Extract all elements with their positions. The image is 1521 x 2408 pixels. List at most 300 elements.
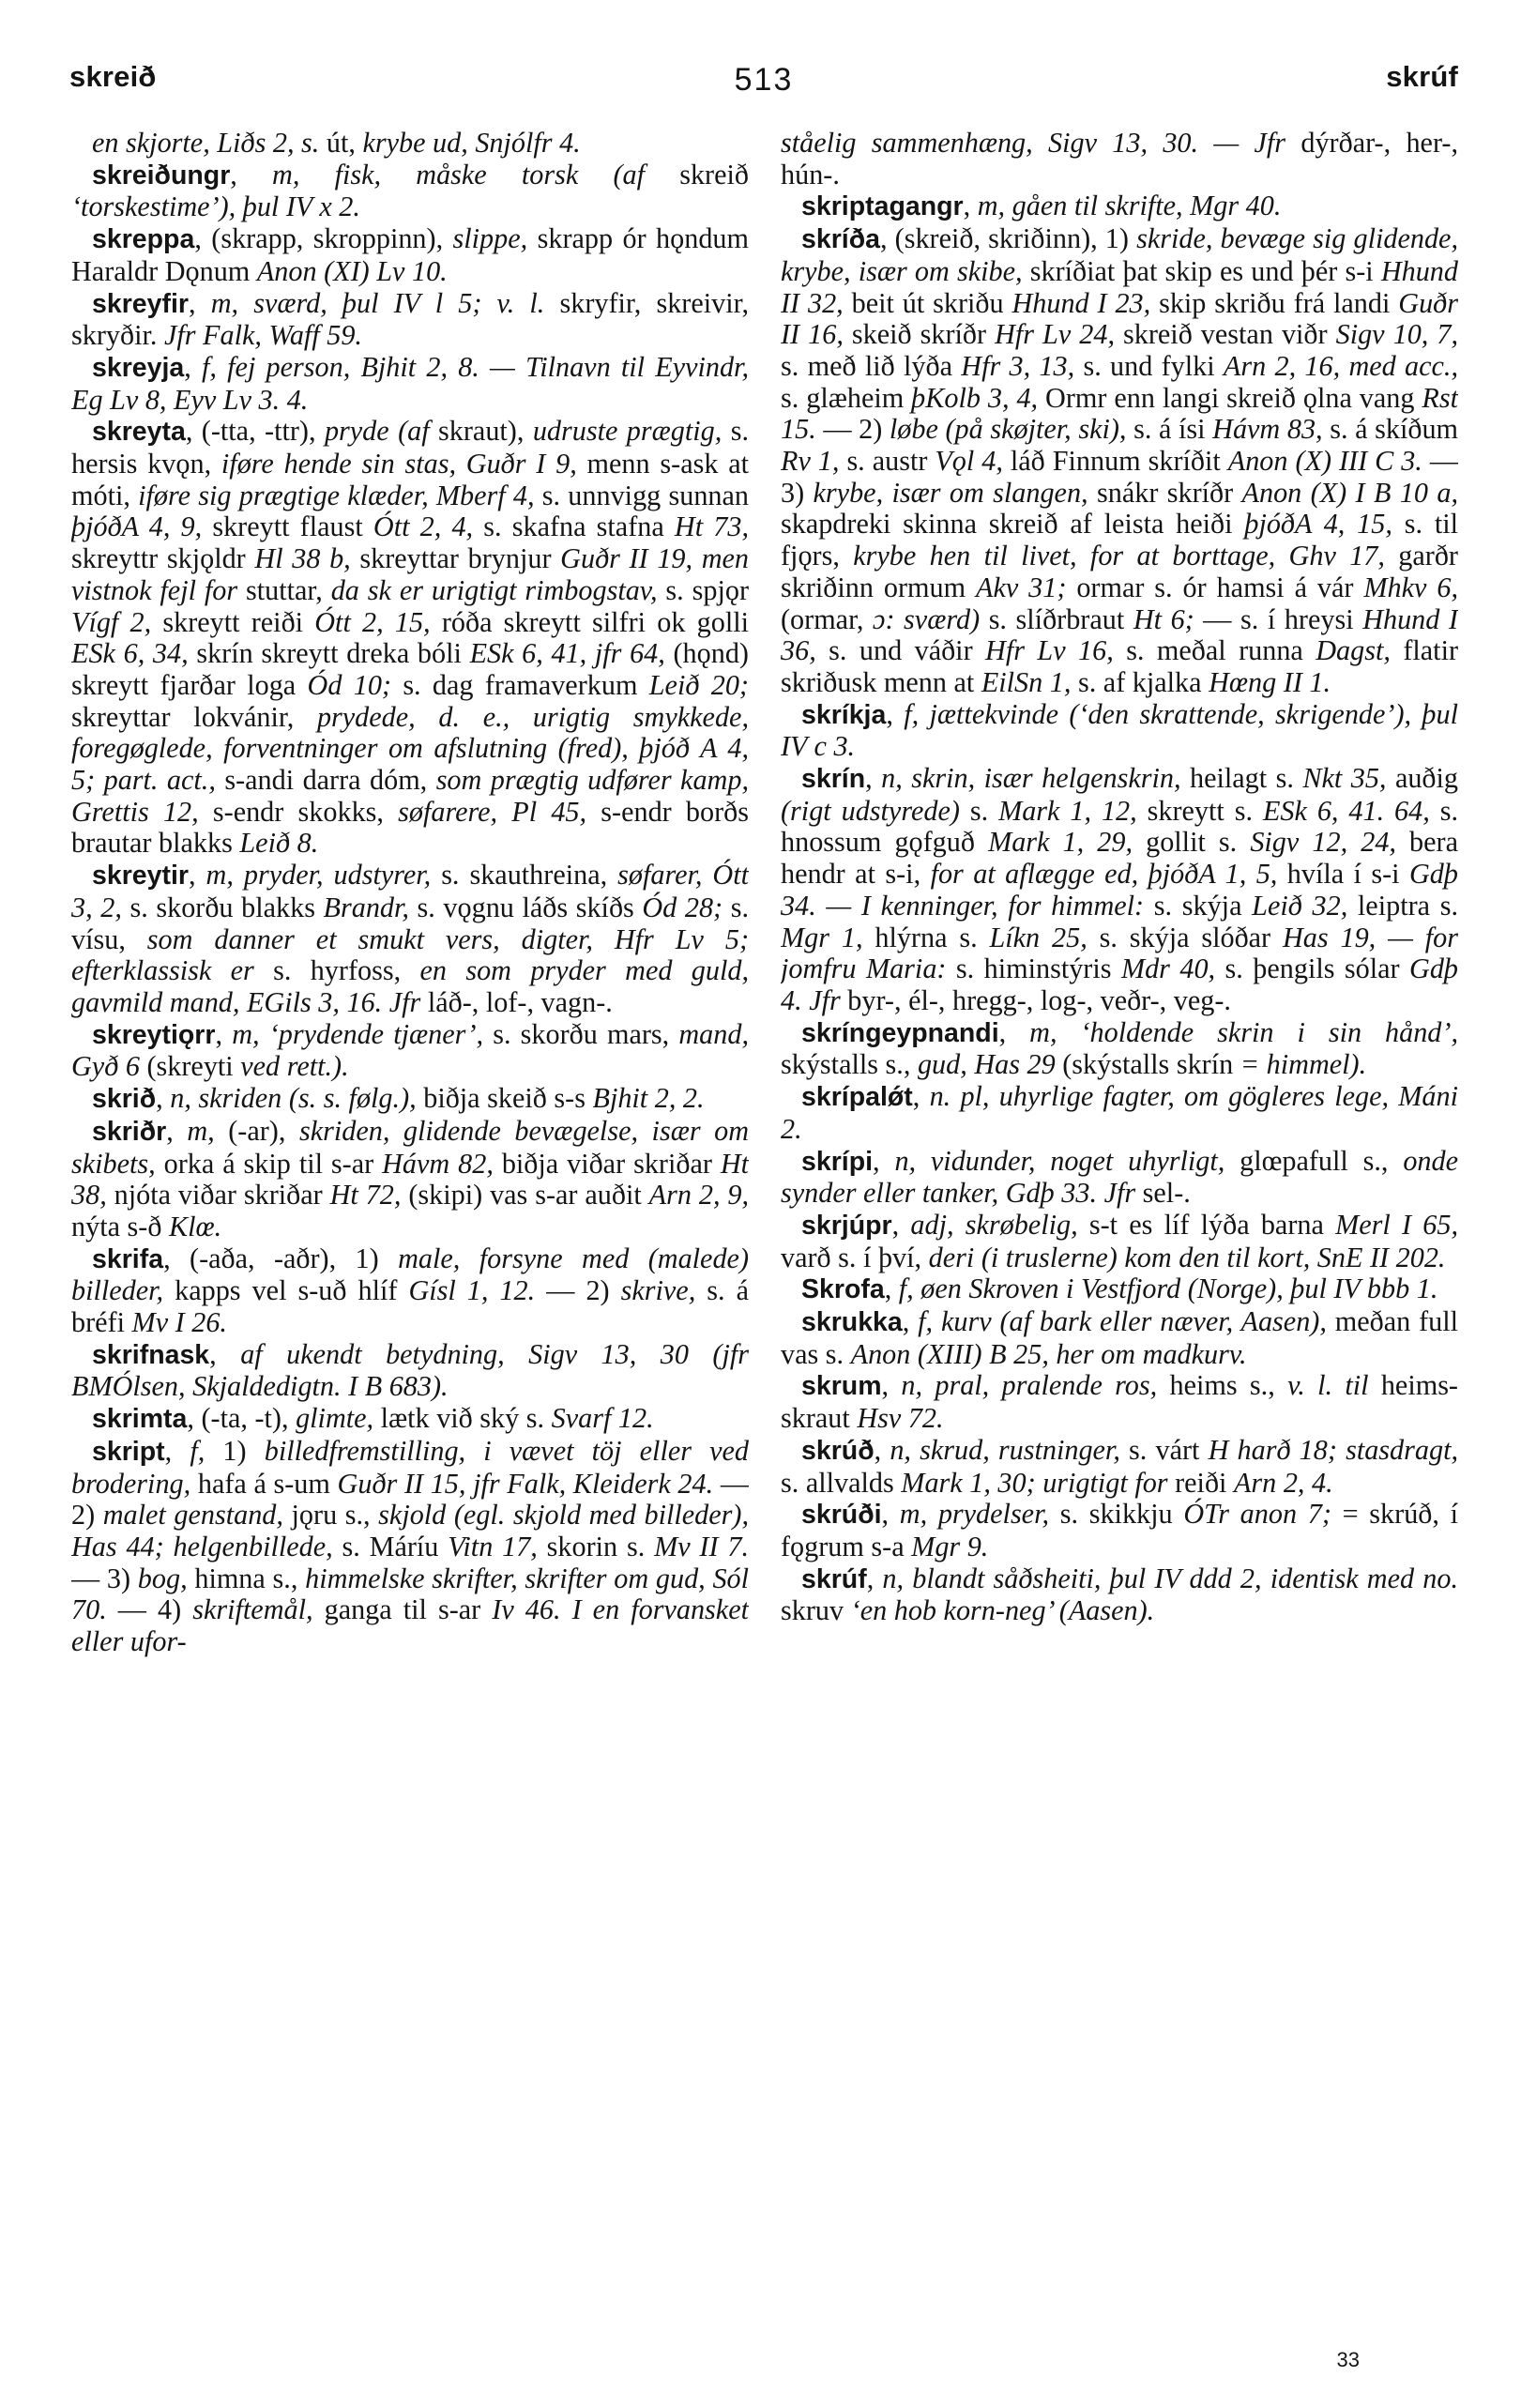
italic-text: Ótt 2, 4, <box>373 511 484 543</box>
italic-text: Dagst, <box>1316 634 1404 667</box>
roman-text: s. með lið lýða <box>781 349 962 382</box>
headword: skrípi <box>801 1146 874 1177</box>
roman-text: heilagt s. <box>1189 762 1303 795</box>
italic-text: som danner et smukt vers, digter, Hfr Lv 5; efterklassisk er <box>71 922 749 987</box>
roman-text: (skreyti <box>146 1050 241 1083</box>
italic-text: n, blandt såðsheiti, þul IV ddd 2, identisk med no. <box>882 1562 1458 1594</box>
roman-text: , (-ta, -t), <box>187 1402 297 1435</box>
roman-text: , <box>164 1434 190 1467</box>
headword: skreiðungr <box>92 160 231 191</box>
headword: skreppa <box>92 224 195 255</box>
italic-text: Ht 72, <box>329 1179 409 1212</box>
italic-text: ESk 6, 41, jfr 64, <box>469 637 674 670</box>
italic-text: Anon (X) III C 3. <box>1227 445 1430 478</box>
roman-text: skorin s. <box>546 1530 655 1562</box>
dictionary-entry <box>781 1273 1458 1306</box>
italic-text: Sigv 12, 24, <box>1250 826 1410 859</box>
italic-text: Nkt 35, <box>1302 762 1395 795</box>
italic-text: ved rett.). <box>240 1050 349 1083</box>
italic-text: krybe ud, Snjólfr 4. <box>362 128 581 159</box>
roman-text: skreið <box>679 158 749 191</box>
roman-text: s. spjǫr <box>665 573 749 606</box>
headword: skrúf <box>801 1563 867 1594</box>
italic-text: f, kurv (af bark eller næver, Aasen), <box>918 1305 1335 1338</box>
italic-text: Brandr, <box>323 891 418 923</box>
roman-text: s. skikkju <box>1059 1498 1184 1531</box>
italic-text: for at aflægge ed, þjóðA 1, 5, <box>930 858 1287 891</box>
roman-text: himna s., <box>194 1562 306 1594</box>
roman-text: — 4) <box>117 1593 193 1626</box>
italic-text: Anon (XI) Lv 10. <box>256 254 448 287</box>
italic-text: n, skrud, rustninger, <box>890 1433 1130 1466</box>
roman-text: 1) <box>222 1434 265 1467</box>
italic-text: Ótt 2, 15, <box>314 605 442 638</box>
italic-text: Mgr 1, <box>781 921 875 953</box>
roman-text: skreyttar lokvánir, <box>71 700 317 733</box>
dictionary-entry <box>71 1339 749 1403</box>
roman-text: , <box>881 1369 902 1402</box>
headword: skríða <box>801 224 880 255</box>
italic-text: Vǫl 4, <box>935 445 1011 478</box>
italic-text: Vitn 17, <box>448 1530 547 1562</box>
roman-text: ormar s. ór hamsi á vár <box>1076 571 1364 603</box>
roman-text: jǫru s., <box>291 1499 379 1532</box>
italic-text: deri (i truslerne) kom den til kort, SnE II 202. <box>928 1241 1446 1273</box>
italic-text: ‘torskestime’), þul IV x 2. <box>71 191 360 223</box>
italic-text: Mv II 7. <box>654 1530 749 1562</box>
italic-text: Mv I 26. <box>131 1306 227 1339</box>
dictionary-entry <box>71 352 749 416</box>
headword: skríkja <box>801 699 887 730</box>
headword: skreytir <box>92 861 189 892</box>
roman-text: hafa á s-um <box>197 1467 338 1500</box>
italic-text: Iv 46. I en forvansket eller ufor- <box>71 1593 749 1658</box>
italic-text: ɔ: sværd) <box>873 602 989 635</box>
roman-text: , <box>963 190 978 222</box>
headword: skrukka <box>801 1307 903 1338</box>
roman-text: skreytt reiði <box>162 605 315 638</box>
italic-text: Akv 31; <box>976 571 1077 603</box>
roman-text: (hǫnd) skreytt fjarðar loga <box>71 637 749 701</box>
italic-text: ‘en hob korn-neg’ (Aasen). <box>850 1594 1155 1627</box>
headword: skrimta <box>92 1404 188 1435</box>
roman-text: , <box>166 1114 188 1147</box>
italic-text: prydede, d. e., urigtig smykkede, foregøglede, forventninger om afslutning (fred), þjóð A 4, 5; part. act., <box>71 700 749 797</box>
roman-text: , <box>209 1337 241 1370</box>
italic-text: Mark 1, 12, <box>998 794 1148 827</box>
roman-text: dýrðar-, her-, hún-. <box>781 128 1458 191</box>
roman-text: skapdreki skinna skreið af leista heiði <box>781 508 1245 541</box>
italic-text: mand, Gyð 6 <box>71 1017 749 1083</box>
roman-text: s. skauthreina, <box>441 859 618 892</box>
roman-text: s. hyrfoss, <box>273 954 420 987</box>
roman-text: , (-tta, -ttr), <box>185 415 325 448</box>
roman-text: leiptra s. <box>1357 889 1458 922</box>
roman-text: skreyttar brynjur <box>359 542 561 575</box>
roman-text: garðr skriðinn ormum <box>781 540 1458 603</box>
roman-text: = skrúð, í fǫgrum s-a <box>781 1498 1458 1562</box>
roman-text: , <box>184 350 203 383</box>
italic-text: Arn 2, 9, <box>648 1179 749 1212</box>
italic-text: m, gåen til skrifte, Mgr 40. <box>977 190 1282 222</box>
italic-text: Svarf 12. <box>551 1402 654 1435</box>
roman-text: s. hersis kvǫn, <box>71 415 749 480</box>
italic-text: Guðr II 16, <box>781 286 1458 351</box>
italic-text: en som pryder med guld, gavmild mand, EGils 3, 16. Jfr <box>71 954 749 1018</box>
dictionary-entry <box>781 191 1458 223</box>
headword: skrúð <box>801 1435 875 1466</box>
italic-text: (rigt udstyrede) <box>781 794 970 827</box>
italic-text: Has 19, — for jomfru Maria: <box>781 921 1458 985</box>
italic-text: þjóðA 4, 9, <box>71 511 213 543</box>
italic-text: n, skriden (s. s. følg.), <box>170 1082 424 1115</box>
italic-text: Hl 38 b, <box>254 542 360 575</box>
headword: skrifa <box>92 1243 164 1274</box>
dictionary-entry <box>781 1435 1458 1499</box>
italic-text: Hávm 83, <box>1212 413 1331 446</box>
roman-text: njóta viðar skriðar <box>114 1179 330 1212</box>
italic-text: m, fisk, måske torsk (af <box>272 158 680 191</box>
italic-text: glimte, <box>296 1402 381 1435</box>
dictionary-entry <box>781 1146 1458 1210</box>
roman-text: s. skýja slóðar <box>1099 921 1283 953</box>
roman-text: skryfir, skreivir, skryðir. <box>71 286 749 352</box>
dictionary-entry <box>71 416 749 860</box>
italic-text: m, <box>187 1114 229 1147</box>
roman-text: , <box>881 1498 900 1531</box>
italic-text: iføre sig prægtige klæder, Mberf 4, <box>138 479 542 511</box>
roman-text: s-endr skokks, <box>212 795 399 828</box>
italic-text: n, vidunder, noget uhyrligt, <box>894 1144 1240 1177</box>
roman-text: heims s., <box>1169 1369 1288 1402</box>
italic-text: slippe, <box>452 222 538 255</box>
roman-text: , <box>189 859 206 892</box>
italic-text: m, prydelser, <box>899 1498 1060 1531</box>
italic-text: ståelig sammenhæng, Sigv 13, 30. — Jfr <box>781 128 1301 159</box>
italic-text: Sigv 10, 7, <box>1335 318 1458 351</box>
headword: skriðr <box>92 1116 167 1147</box>
roman-text: s. <box>969 794 999 827</box>
headword: skreytiǫrr <box>92 1019 216 1050</box>
roman-text: — 3) <box>781 445 1458 509</box>
italic-text: Hsv 72. <box>857 1402 944 1435</box>
roman-text: , <box>230 158 273 191</box>
italic-text: skrive, <box>620 1274 707 1307</box>
italic-text: = himmel). <box>1240 1048 1367 1081</box>
italic-text: Leið 8. <box>239 827 319 860</box>
roman-text: skreytt flaust <box>212 511 373 543</box>
headword: skreyja <box>92 352 185 383</box>
roman-text: s. austr <box>846 445 935 478</box>
roman-text: (skipi) vas s-ar auðit <box>408 1179 649 1212</box>
roman-text: s. und váðir <box>829 634 986 667</box>
roman-text: biðja viðar skriðar <box>501 1147 721 1180</box>
italic-text: Hhund I 36, <box>781 602 1458 667</box>
headword: skript <box>92 1436 165 1467</box>
headword: skrum <box>801 1371 882 1402</box>
roman-text: menn s-ask at móti, <box>71 448 749 511</box>
italic-text: udruste prægtig, <box>532 415 731 448</box>
italic-text: en skjorte, Liðs 2, s. <box>92 128 327 159</box>
italic-text: skride, bevæge sig glidende, krybe, især om skibe, <box>781 222 1458 287</box>
italic-text: gud, Has 29 <box>917 1048 1063 1081</box>
roman-text: meðan full vas s. <box>781 1305 1458 1370</box>
roman-text: skraut), <box>438 415 533 448</box>
italic-text: ÓTr anon 7; <box>1183 1498 1343 1531</box>
roman-text: s. dag framaverkum <box>403 668 649 701</box>
roman-text: s. meðal runna <box>1126 634 1316 667</box>
roman-text: s-endr borðs brautar blakks <box>71 795 749 860</box>
headword: skrið <box>92 1084 157 1115</box>
roman-text: nýta s-ð <box>71 1210 169 1242</box>
italic-text: Mgr 9. <box>911 1530 989 1562</box>
italic-text: billedfremstilling, i vævet töj eller ved brodering, <box>71 1434 749 1500</box>
roman-text: s. skafna stafna <box>483 511 675 543</box>
roman-text: skrín skreytt dreka bóli <box>196 637 470 670</box>
roman-text: , (skrapp, skroppinn), <box>194 222 453 255</box>
roman-text: skrapp ór hǫndum Haraldr Dǫnum <box>71 222 749 287</box>
italic-text: Hhund II 32, <box>781 254 1458 319</box>
dictionary-entry <box>781 1563 1458 1627</box>
italic-text: Merl I 65, <box>1335 1208 1458 1241</box>
italic-text: onde synder eller tanker, Gdþ 33. Jfr <box>781 1144 1458 1210</box>
roman-text: s. slíðrbraut <box>988 602 1133 635</box>
roman-text: (skýstalls skrín <box>1062 1048 1240 1081</box>
italic-text: af ukendt betydning, Sigv 13, 30 (jfr BMÓlsen, Skjaldedigtn. I B 683). <box>71 1337 749 1403</box>
italic-text: H harð 18; stasdragt, <box>1208 1433 1458 1466</box>
italic-text: ESk 6, 34, <box>71 637 197 670</box>
roman-text: byr-, él-, hregg-, log-, veðr-, veg-. <box>847 983 1231 1016</box>
roman-text: s. glæheim <box>781 381 912 414</box>
roman-text: út, <box>326 128 363 159</box>
italic-text: m, ‘holdende skrin i sin hånd’, <box>1029 1015 1458 1048</box>
dictionary-entry <box>781 763 1458 1017</box>
roman-text: skýstalls s., <box>781 1048 918 1081</box>
roman-text: , <box>156 1082 171 1115</box>
italic-text: krybe, især om slangen, <box>813 476 1097 509</box>
roman-text: , <box>998 1015 1030 1048</box>
italic-text: Guðr II 15, jfr Falk, Kleiderk 24. <box>337 1467 721 1500</box>
dictionary-entry <box>781 223 1458 699</box>
italic-text: Leið 20; <box>648 668 749 701</box>
roman-text: s. af kjalka <box>1077 665 1209 698</box>
italic-text: m, pryder, udstyrer, <box>205 859 442 892</box>
roman-text: s. vísu, <box>71 891 749 955</box>
roman-text: reiði <box>1175 1466 1234 1499</box>
dictionary-entry <box>71 223 749 287</box>
dictionary-entry <box>71 128 749 160</box>
italic-text: Ód 10; <box>307 668 403 701</box>
roman-text: , <box>884 1273 899 1305</box>
roman-text: , <box>902 1305 919 1338</box>
headword: skreyfir <box>92 288 189 319</box>
roman-text: glœpafull s., <box>1240 1144 1404 1177</box>
italic-text: f, fej person, Bjhit 2, 8. — Tilnavn til Eyvindr, Eg Lv 8, Eyv Lv 3. 4. <box>71 350 749 416</box>
roman-text: lætk við ský s. <box>380 1402 552 1435</box>
italic-text: Guðr II 19, men vistnok fejl for <box>71 542 749 606</box>
roman-text: , (-aða, -aðr), 1) <box>163 1242 399 1274</box>
italic-text: n, pral, pralende ros, <box>901 1369 1170 1402</box>
italic-text: Gdþ 4. Jfr <box>781 953 1458 1016</box>
dictionary-entry <box>71 1019 749 1083</box>
roman-text: s. skorðu blakks <box>129 891 324 923</box>
running-head <box>69 54 1458 111</box>
roman-text: s. þengils sólar <box>1224 953 1410 985</box>
italic-text: skriden, glidende bevægelse, især om skibets, <box>71 1114 749 1180</box>
roman-text: s. hnossum gǫfguð <box>781 794 1458 859</box>
roman-text: — 2) <box>823 413 890 446</box>
roman-text: skreið vestan viðr <box>1123 318 1336 351</box>
roman-text: stuttar, <box>246 573 331 606</box>
dictionary-entry <box>781 1306 1458 1370</box>
dictionary-entry <box>781 1499 1458 1562</box>
roman-text: (ormar, <box>781 602 874 635</box>
roman-text: s. á bréfi <box>71 1274 749 1339</box>
italic-text: Hhund I 23, <box>1011 286 1160 319</box>
italic-text: Rst 15. <box>781 381 1458 446</box>
italic-text: m, sværd, þul IV l 5; v. l. <box>210 286 560 319</box>
italic-text: søfarere, Pl 45, <box>398 795 601 828</box>
italic-text: Mhkv 6, <box>1363 571 1458 603</box>
italic-text: þKolb 3, 4, <box>911 381 1046 414</box>
roman-text: sel-. <box>1142 1177 1191 1210</box>
italic-text: Líkn 25, <box>989 921 1100 953</box>
roman-text: s. várt <box>1129 1433 1209 1466</box>
dictionary-entry <box>781 1370 1458 1434</box>
italic-text: v. l. til <box>1287 1369 1381 1402</box>
italic-text: Leið 32, <box>1252 889 1358 922</box>
dictionary-entry <box>71 1243 749 1339</box>
roman-text: skreytt s. <box>1147 794 1263 827</box>
italic-text: søfarer, Ótt 3, 2, <box>71 859 749 923</box>
roman-text: s. allvalds <box>781 1466 902 1499</box>
italic-text: adj, skrøbelig, <box>910 1208 1089 1241</box>
roman-text: s. himinstýris <box>955 953 1121 985</box>
italic-text: Rv 1, <box>781 445 847 478</box>
roman-text: ganga til s-ar <box>324 1593 493 1626</box>
headword: skríngeypnandi <box>801 1017 999 1048</box>
italic-text: da sk er urigtigt rimbogstav, <box>330 573 666 606</box>
roman-text: bera hendr at s-i, <box>781 826 1458 891</box>
roman-text: snákr skríðr <box>1096 476 1242 509</box>
italic-text: Hfr Lv 24, <box>995 318 1124 351</box>
italic-text: iføre hende sin stas, Guðr I 9, <box>221 448 587 480</box>
dictionary-entry <box>781 699 1458 763</box>
roman-text: beit út skriðu <box>851 286 1012 319</box>
headword: Skrofa <box>801 1274 885 1305</box>
italic-text: Arn 2, 16, med acc., <box>1223 349 1458 382</box>
italic-text: krybe hen til livet, for at borttage, Ghv 17, <box>853 540 1399 572</box>
dictionary-entry <box>781 1017 1458 1081</box>
roman-text: s. Máríu <box>342 1530 449 1562</box>
dictionary-entry <box>71 1083 749 1116</box>
roman-text: — 2) <box>546 1274 621 1307</box>
guide-word-left: skreið <box>69 60 157 93</box>
roman-text: , (skreið, skriðinn), 1) <box>879 222 1137 255</box>
italic-text: Ód 28; <box>642 891 731 923</box>
roman-text: s. unnvigg sunnan <box>541 479 749 511</box>
roman-text: — s. í hreysi <box>1203 602 1363 635</box>
italic-text: Klœ. <box>168 1210 222 1242</box>
italic-text: m, ‘prydende tjæner’, <box>232 1017 494 1050</box>
roman-text: hlýrna s. <box>875 921 990 953</box>
roman-text: — 2) <box>71 1467 749 1532</box>
roman-text: orka á skip til s-ar <box>163 1147 383 1180</box>
italic-text: Mdr 40, <box>1120 953 1225 985</box>
roman-text: skeið skríðr <box>851 318 996 351</box>
entry-continuation <box>781 128 1458 191</box>
roman-text: skríðiat þat skip es und þér s-i <box>1029 254 1381 287</box>
roman-text: , <box>865 762 882 795</box>
italic-text: Anon (X) I B 10 a, <box>1241 476 1458 509</box>
italic-text: Jfr Falk, Waff 59. <box>163 319 362 352</box>
roman-text: kapps vel s-uð hlíf <box>175 1274 409 1307</box>
dictionary-entry <box>71 160 749 223</box>
italic-text: skriftemål, <box>192 1593 325 1626</box>
dictionary-entry <box>71 1436 749 1658</box>
headword: skrúði <box>801 1500 882 1531</box>
page-number: 513 <box>734 62 794 98</box>
roman-text: , <box>215 1017 233 1050</box>
italic-text: Ht 73, <box>674 511 749 543</box>
roman-text: s. skorðu mars, <box>493 1017 679 1050</box>
roman-text: , <box>886 697 905 730</box>
italic-text: Ht 38, <box>71 1147 749 1212</box>
roman-text: varð s. í því, <box>781 1241 929 1273</box>
italic-text: Hœng II 1. <box>1209 665 1331 698</box>
italic-text: Hfr 3, 13, <box>961 349 1084 382</box>
italic-text: Gdþ 34. — I kenninger, for himmel: <box>781 858 1458 922</box>
italic-text: løbe (på skøjter, ski), <box>889 413 1134 446</box>
dictionary-entry <box>71 288 749 352</box>
dictionary-entry <box>781 1081 1458 1145</box>
roman-text: Ormr enn langi skreið ǫlna vang <box>1045 381 1422 414</box>
italic-text: n. pl, uhyrlige fagter, om gögleres lege, Máni 2. <box>781 1080 1458 1145</box>
roman-text: — 3) <box>71 1562 138 1594</box>
dictionary-entry <box>781 1210 1458 1273</box>
italic-text: Bjhit 2, 2. <box>592 1082 705 1115</box>
roman-text: biðja skeið s-s <box>423 1082 593 1115</box>
roman-text: róða skreytt silfri ok golli <box>441 605 749 638</box>
roman-text: s. vǫgnu láðs skíðs <box>417 891 643 923</box>
headword: skrjúpr <box>801 1210 892 1241</box>
roman-text: , <box>873 1144 895 1177</box>
roman-text: skip skriðu frá landi <box>1159 286 1399 319</box>
roman-text: s. á skíðum <box>1330 413 1458 446</box>
printer-signature: 33 <box>1336 2348 1360 2371</box>
dictionary-entry <box>71 860 749 1019</box>
roman-text: s. und fylki <box>1083 349 1224 382</box>
roman-text: s. skýja <box>1153 889 1253 922</box>
headword: skrín <box>801 764 866 795</box>
left-column <box>71 128 749 2342</box>
roman-text: heims-skraut <box>781 1369 1458 1435</box>
italic-text: þjóðA 4, 15, <box>1244 508 1405 541</box>
italic-text: Gísl 1, 12. <box>408 1274 547 1307</box>
italic-text: f, øen Skroven i Vestfjord (Norge), þul IV bbb 1. <box>898 1273 1438 1305</box>
italic-text: bog, <box>137 1562 195 1594</box>
roman-text: s. til fjǫrs, <box>781 508 1458 572</box>
italic-text: himmelske skrifter, skrifter om gud, Sól 70. <box>71 1562 749 1626</box>
roman-text: láð Finnum skríðit <box>1010 445 1228 478</box>
italic-text: Hávm 82, <box>382 1147 502 1180</box>
roman-text: auðig <box>1394 762 1458 795</box>
italic-text: f, jættekvinde (‘den skrattende, skrigende’), þul IV c 3. <box>781 697 1458 763</box>
italic-text: Mark 1, 29, <box>988 826 1147 859</box>
italic-text: f, <box>190 1434 223 1467</box>
italic-text: male, forsyne med (malede) billeder, <box>71 1242 749 1307</box>
roman-text: hvíla í s-i <box>1286 858 1409 891</box>
